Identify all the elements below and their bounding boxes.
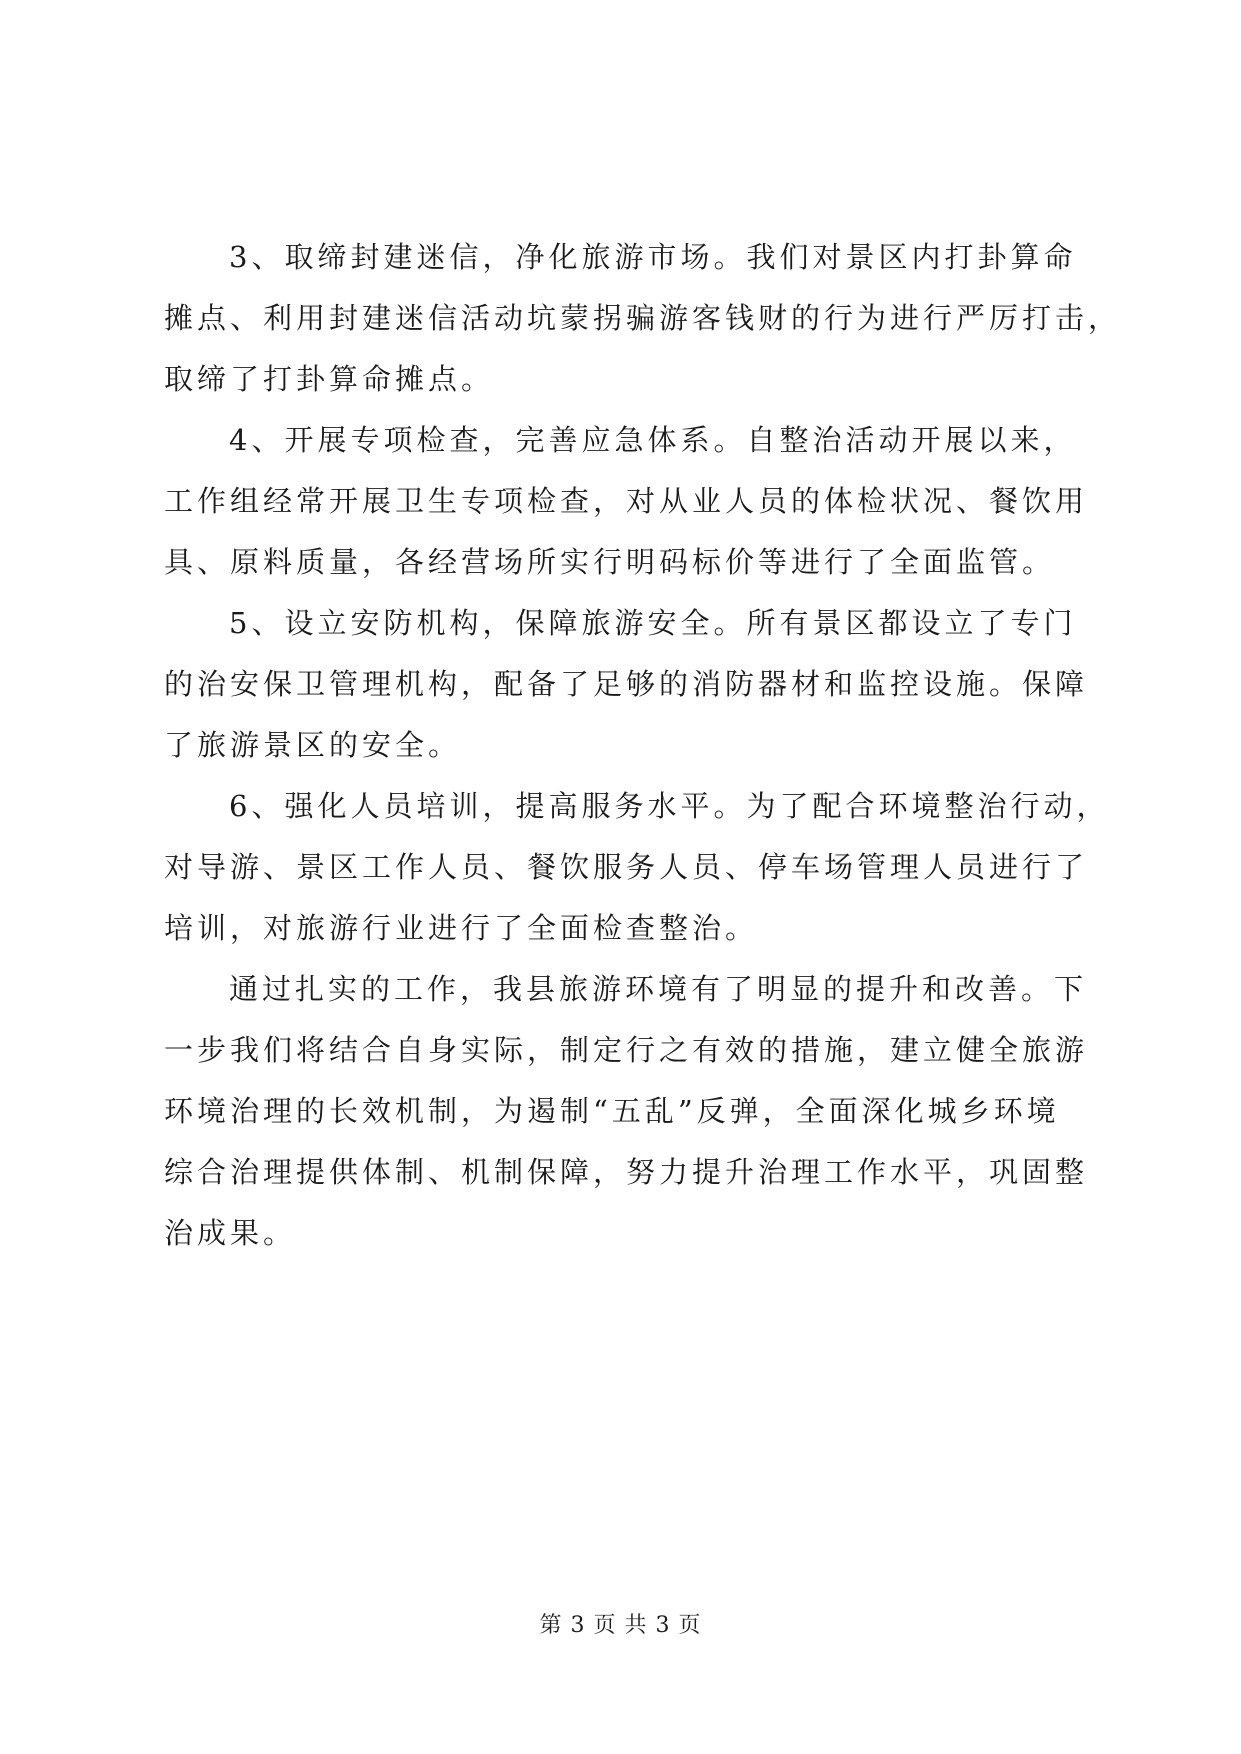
paragraph-line: 具、原料质量，各经营场所实行明码标价等进行了全面监管。 bbox=[164, 545, 1056, 579]
page-number-footer: 第 3 页 共 3 页 bbox=[539, 1613, 702, 1638]
paragraph-line: 环境治理的长效机制，为遏制“五乱”反弹，全面深化城乡环境 bbox=[164, 1094, 1060, 1128]
paragraph-line: 治成果。 bbox=[164, 1216, 297, 1250]
paragraph-line: 通过扎实的工作，我县旅游环境有了明显的提升和改善。下 bbox=[229, 972, 1088, 1006]
paragraph-line: 6、强化人员培训，提高服务水平。为了配合环境整治行动， bbox=[229, 789, 1110, 823]
paragraph-line: 5、设立安防机构，保障旅游安全。所有景区都设立了专门 bbox=[229, 606, 1077, 640]
paragraph-line: 工作组经常开展卫生专项检查，对从业人员的体检状况、餐饮用 bbox=[164, 484, 1089, 518]
paragraph-line: 3、取缔封建迷信，净化旅游市场。我们对景区内打卦算命 bbox=[229, 240, 1077, 274]
paragraph-4 bbox=[164, 410, 1104, 593]
paragraph-line: 4、开展专项检查，完善应急体系。自整治活动开展以来， bbox=[229, 423, 1077, 457]
document-body bbox=[164, 227, 1122, 1264]
paragraph-line: 摊点、利用封建迷信活动坑蒙拐骗游客钱财的行为进行严厉打击， bbox=[164, 301, 1122, 335]
paragraph-line: 的治安保卫管理机构，配备了足够的消防器材和监控设施。保障 bbox=[164, 667, 1089, 701]
paragraph-line: 一步我们将结合自身实际，制定行之有效的措施，建立健全旅游 bbox=[164, 1033, 1089, 1067]
paragraph-line: 培训，对旅游行业进行了全面检查整治。 bbox=[164, 911, 759, 945]
paragraph-5 bbox=[164, 593, 1104, 776]
paragraph-6 bbox=[164, 776, 1110, 959]
paragraph-line: 取缔了打卦算命摊点。 bbox=[164, 362, 495, 396]
paragraph-conclusion bbox=[164, 959, 1104, 1264]
paragraph-3 bbox=[164, 227, 1122, 410]
paragraph-line: 了旅游景区的安全。 bbox=[164, 728, 462, 762]
paragraph-line: 综合治理提供体制、机制保障，努力提升治理工作水平，巩固整 bbox=[164, 1155, 1089, 1189]
paragraph-line: 对导游、景区工作人员、餐饮服务人员、停车场管理人员进行了 bbox=[164, 850, 1089, 884]
